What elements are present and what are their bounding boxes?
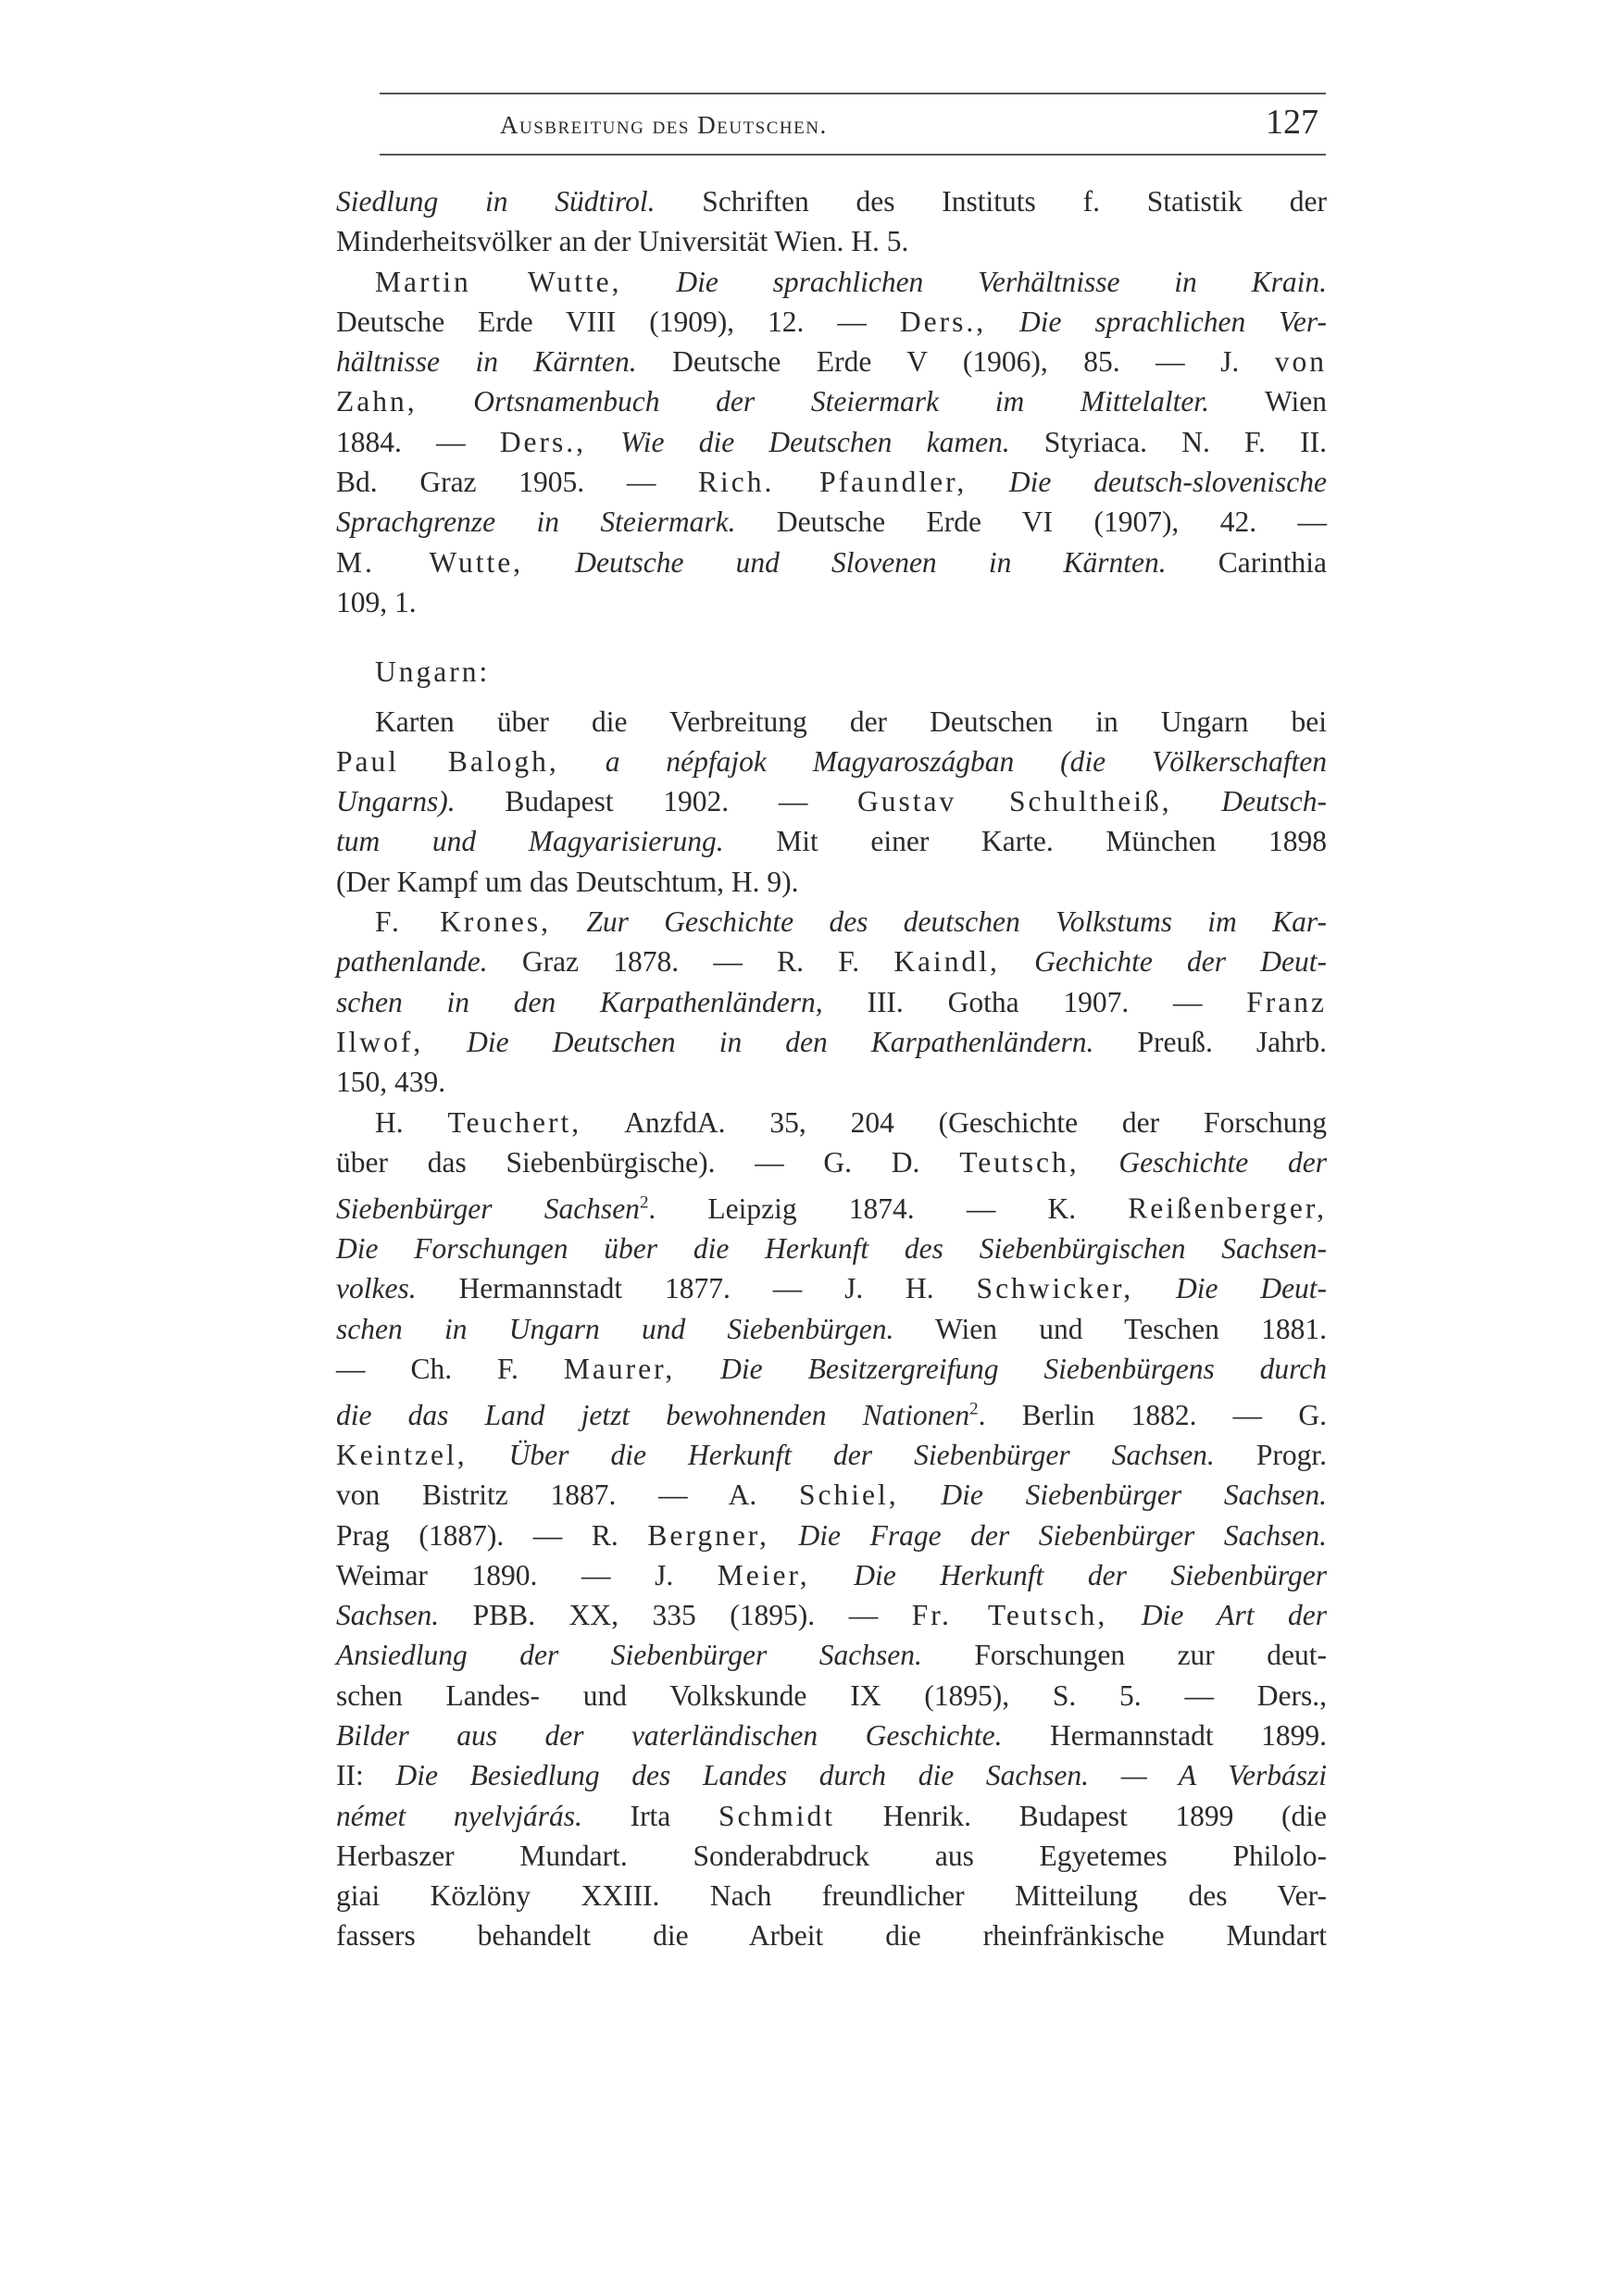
- italic-title: a népfajok Magyaroszágban (die Völkerschaften: [605, 744, 1327, 778]
- author-name: Reißenberger,: [1128, 1192, 1328, 1225]
- text-line: [336, 462, 1327, 502]
- text-line: [336, 1268, 1327, 1308]
- italic-title: Geschichte der: [1118, 1145, 1327, 1179]
- text-run: Wien und Teschen 1881.: [935, 1312, 1327, 1345]
- page-number: 127: [1266, 103, 1318, 142]
- italic-title: tum und Magyarisierung.: [336, 825, 724, 858]
- text-line: [336, 543, 1327, 582]
- text-line: [336, 942, 1327, 981]
- text-run: Mit einer Karte. München 1898: [776, 825, 1327, 858]
- text-line: [336, 1755, 1327, 1795]
- edition-superscript: 2: [969, 1399, 979, 1419]
- italic-title: Die Besitzergreifung Siebenbürgens durch: [720, 1352, 1327, 1385]
- italic-title: Die Art der: [1141, 1599, 1328, 1632]
- italic-title: hältnisse in Kärnten.: [336, 345, 637, 379]
- text-line: [336, 582, 1327, 622]
- text-run: Weimar 1890. — J.: [336, 1558, 674, 1591]
- italic-title: Die Deut-: [1175, 1272, 1328, 1305]
- author-name: Schiel,: [799, 1479, 899, 1512]
- text-run: . Leipzig 1874. — K.: [648, 1192, 1077, 1225]
- text-line: [336, 1915, 1327, 1955]
- text-line: [336, 902, 1327, 942]
- author-name: Kaindl,: [893, 945, 1000, 979]
- text-line: [336, 342, 1327, 381]
- text-run: Carinthia: [1218, 545, 1327, 579]
- italic-title: pathenlande.: [336, 945, 488, 979]
- text-line: [336, 1716, 1327, 1755]
- text-line: [336, 262, 1327, 302]
- text-line: [336, 862, 1327, 902]
- text-line: [336, 1142, 1327, 1182]
- section-gap: [336, 693, 1327, 702]
- text-run: schen Landes- und Volkskunde IX (1895), S. 5. — Ders.,: [336, 1678, 1327, 1712]
- text-line: [336, 1062, 1327, 1102]
- text-line: [336, 1182, 1327, 1229]
- text-run: . Berlin 1882. — G.: [978, 1398, 1327, 1431]
- text-run: — Ch. F.: [336, 1352, 518, 1385]
- text-line: [336, 1389, 1327, 1435]
- text-line: [336, 1435, 1327, 1475]
- text-run: Wien: [1265, 385, 1327, 418]
- author-name: Maurer,: [563, 1352, 676, 1385]
- text-run: H.: [375, 1105, 404, 1139]
- text-run: Budapest 1902. —: [505, 785, 808, 818]
- italic-title: Gechichte der Deut-: [1034, 945, 1328, 979]
- italic-title: Die Siebenbürger Sachsen.: [941, 1479, 1327, 1512]
- text-run: AnzfdA. 35, 204 (Geschichte der Forschung: [624, 1105, 1327, 1139]
- text-run: Schriften des Instituts f. Statistik der: [702, 185, 1327, 218]
- italic-title: Die Besiedlung des Landes durch die Sachsen. — A Verbászi: [395, 1759, 1328, 1792]
- author-name: Bergner,: [647, 1518, 769, 1552]
- text-run: von Bistritz 1887. — A.: [336, 1479, 757, 1512]
- running-title: Ausbreitung des Deutschen.: [500, 111, 828, 139]
- italic-title: Siedlung in Südtirol.: [336, 185, 656, 218]
- author-name: Teuchert,: [447, 1105, 582, 1139]
- italic-title: die das Land jetzt bewohnenden Nationen: [336, 1398, 970, 1431]
- text-run: Karten über die Verbreitung der Deutschen in Ungarn bei: [375, 705, 1327, 738]
- author-name: Rich. Pfaundler,: [698, 466, 968, 499]
- text-line: [336, 422, 1327, 462]
- italic-title: Deutsch-: [1221, 785, 1328, 818]
- italic-title: Sprachgrenze in Steiermark.: [336, 505, 736, 539]
- italic-title: Über die Herkunft der Siebenbürger Sachsen.: [508, 1438, 1215, 1471]
- author-name: Martin Wutte,: [375, 265, 622, 298]
- text-line: [336, 1555, 1327, 1595]
- text-line: [336, 181, 1327, 221]
- author-name: Schwicker,: [976, 1272, 1134, 1305]
- italic-title: schen in den Karpathenländern,: [336, 985, 823, 1018]
- author-name: von: [1274, 345, 1328, 379]
- text-run: Graz 1878. — R. F.: [521, 945, 860, 979]
- text-run: PBB. XX, 335 (1895). —: [472, 1599, 879, 1632]
- text-line: [336, 1876, 1327, 1915]
- text-run: Henrik. Budapest 1899 (die: [882, 1799, 1328, 1832]
- text-line: [336, 1796, 1327, 1836]
- page-body: [336, 181, 1327, 1956]
- text-run: III. Gotha 1907. —: [867, 985, 1203, 1018]
- text-run: 109, 1.: [336, 585, 417, 618]
- text-line: [336, 742, 1327, 781]
- text-line: [336, 1676, 1327, 1716]
- section-heading-text: Ungarn:: [375, 655, 491, 689]
- text-run: Forschungen zur deut-: [974, 1639, 1327, 1672]
- text-run: giai Közlöny XXIII. Nach freundlicher Mitteilung des Ver-: [336, 1879, 1327, 1913]
- author-name: Gustav Schultheiß,: [857, 785, 1172, 818]
- author-name: Keintzel,: [336, 1438, 468, 1471]
- text-run: über das Siebenbürgische). — G. D.: [336, 1145, 920, 1179]
- italic-title: Zur Geschichte des deutschen Volkstums im Kar-: [586, 905, 1327, 939]
- text-run: Deutsche Erde VIII (1909), 12. —: [336, 305, 867, 338]
- text-line: [336, 381, 1327, 421]
- text-run: Preuß. Jahrb.: [1137, 1025, 1328, 1058]
- text-line: [336, 1595, 1327, 1635]
- text-line: [336, 1635, 1327, 1675]
- text-run: 150, 439.: [336, 1066, 446, 1099]
- author-name: Paul Balogh,: [336, 744, 559, 778]
- section-heading: [336, 652, 1327, 692]
- author-name: M. Wutte,: [336, 545, 524, 579]
- text-run: 1884. —: [336, 425, 466, 458]
- text-run: Hermannstadt 1899.: [1049, 1718, 1328, 1752]
- text-line: [336, 221, 1327, 261]
- author-name: Teutsch,: [959, 1145, 1080, 1179]
- italic-title: Ungarns).: [336, 785, 456, 818]
- text-line: [336, 1836, 1327, 1876]
- author-name: Zahn,: [336, 385, 418, 418]
- header-bottom-rule: [380, 154, 1326, 156]
- text-run: Bd. Graz 1905. —: [336, 466, 656, 499]
- text-line: [336, 702, 1327, 742]
- text-run: Minderheitsvölker an der Universität Wien. H. 5.: [336, 225, 909, 258]
- author-name: Meier,: [717, 1558, 810, 1591]
- text-run: Progr.: [1255, 1438, 1328, 1471]
- italic-title: Die Forschungen über die Herkunft des Siebenbürgischen Sachsen-: [336, 1231, 1327, 1265]
- text-run: Irta: [630, 1799, 671, 1832]
- text-line: [336, 1103, 1327, 1142]
- text-line: [336, 821, 1327, 861]
- italic-title: schen in Ungarn und Siebenbürgen.: [336, 1312, 894, 1345]
- text-line: [336, 1349, 1327, 1389]
- text-run: II:: [336, 1759, 364, 1792]
- text-line: [336, 1309, 1327, 1349]
- italic-title: Die sprachlichen Verhältnisse in Krain.: [676, 265, 1327, 298]
- section-gap: [336, 622, 1327, 652]
- author-name: F. Krones,: [375, 905, 552, 939]
- italic-title: volkes.: [336, 1272, 417, 1305]
- text-run: Deutsche Erde V (1906), 85. — J.: [672, 345, 1240, 379]
- text-line: [336, 1022, 1327, 1062]
- text-run: Prag (1887). — R.: [336, 1518, 618, 1552]
- italic-title: Die sprachlichen Ver-: [1019, 305, 1328, 338]
- author-name: Franz: [1246, 985, 1328, 1018]
- text-line: [336, 1516, 1327, 1555]
- italic-title: Deutsche und Slovenen in Kärnten.: [575, 545, 1167, 579]
- italic-title: Bilder aus der vaterländischen Geschichte.: [336, 1718, 1003, 1752]
- text-run: Styriaca. N. F. II.: [1043, 425, 1327, 458]
- header-top-rule: [380, 93, 1326, 94]
- italic-title: Wie die Deutschen kamen.: [620, 425, 1010, 458]
- text-line: [336, 302, 1327, 342]
- italic-title: Sachsen.: [336, 1599, 440, 1632]
- italic-title: Ansiedlung der Siebenbürger Sachsen.: [336, 1639, 922, 1672]
- text-line: [336, 1229, 1327, 1268]
- text-line: [336, 502, 1327, 542]
- author-name: Ders.,: [499, 425, 587, 458]
- text-run: Deutsche Erde VI (1907), 42. —: [776, 505, 1328, 539]
- italic-title: Die Herkunft der Siebenbürger: [854, 1558, 1327, 1591]
- author-name: Ders.,: [899, 305, 987, 338]
- text-run: fassers behandelt die Arbeit die rheinfränkische Mundart: [336, 1919, 1327, 1953]
- text-run: Herbaszer Mundart. Sonderabdruck aus Egyetemes Philolo-: [336, 1839, 1327, 1872]
- italic-title: német nyelvjárás.: [336, 1799, 582, 1832]
- text-run: (Der Kampf um das Deutschtum, H. 9).: [336, 865, 799, 898]
- italic-title: Siebenbürger Sachsen: [336, 1192, 640, 1225]
- author-name: Ilwof,: [336, 1025, 424, 1058]
- text-run: Hermannstadt 1877. — J. H.: [458, 1272, 934, 1305]
- italic-title: Ortsnamenbuch der Steiermark im Mittelalter.: [473, 385, 1209, 418]
- italic-title: Die deutsch-slovenische: [1008, 466, 1328, 499]
- text-line: [336, 982, 1327, 1022]
- text-line: [336, 1475, 1327, 1515]
- text-line: [336, 781, 1327, 821]
- italic-title: Die Deutschen in den Karpathenländern.: [467, 1025, 1094, 1058]
- italic-title: Die Frage der Siebenbürger Sachsen.: [798, 1518, 1328, 1552]
- edition-superscript: 2: [639, 1192, 649, 1213]
- author-name: Fr. Teutsch,: [911, 1599, 1108, 1632]
- author-name: Schmidt: [718, 1799, 835, 1832]
